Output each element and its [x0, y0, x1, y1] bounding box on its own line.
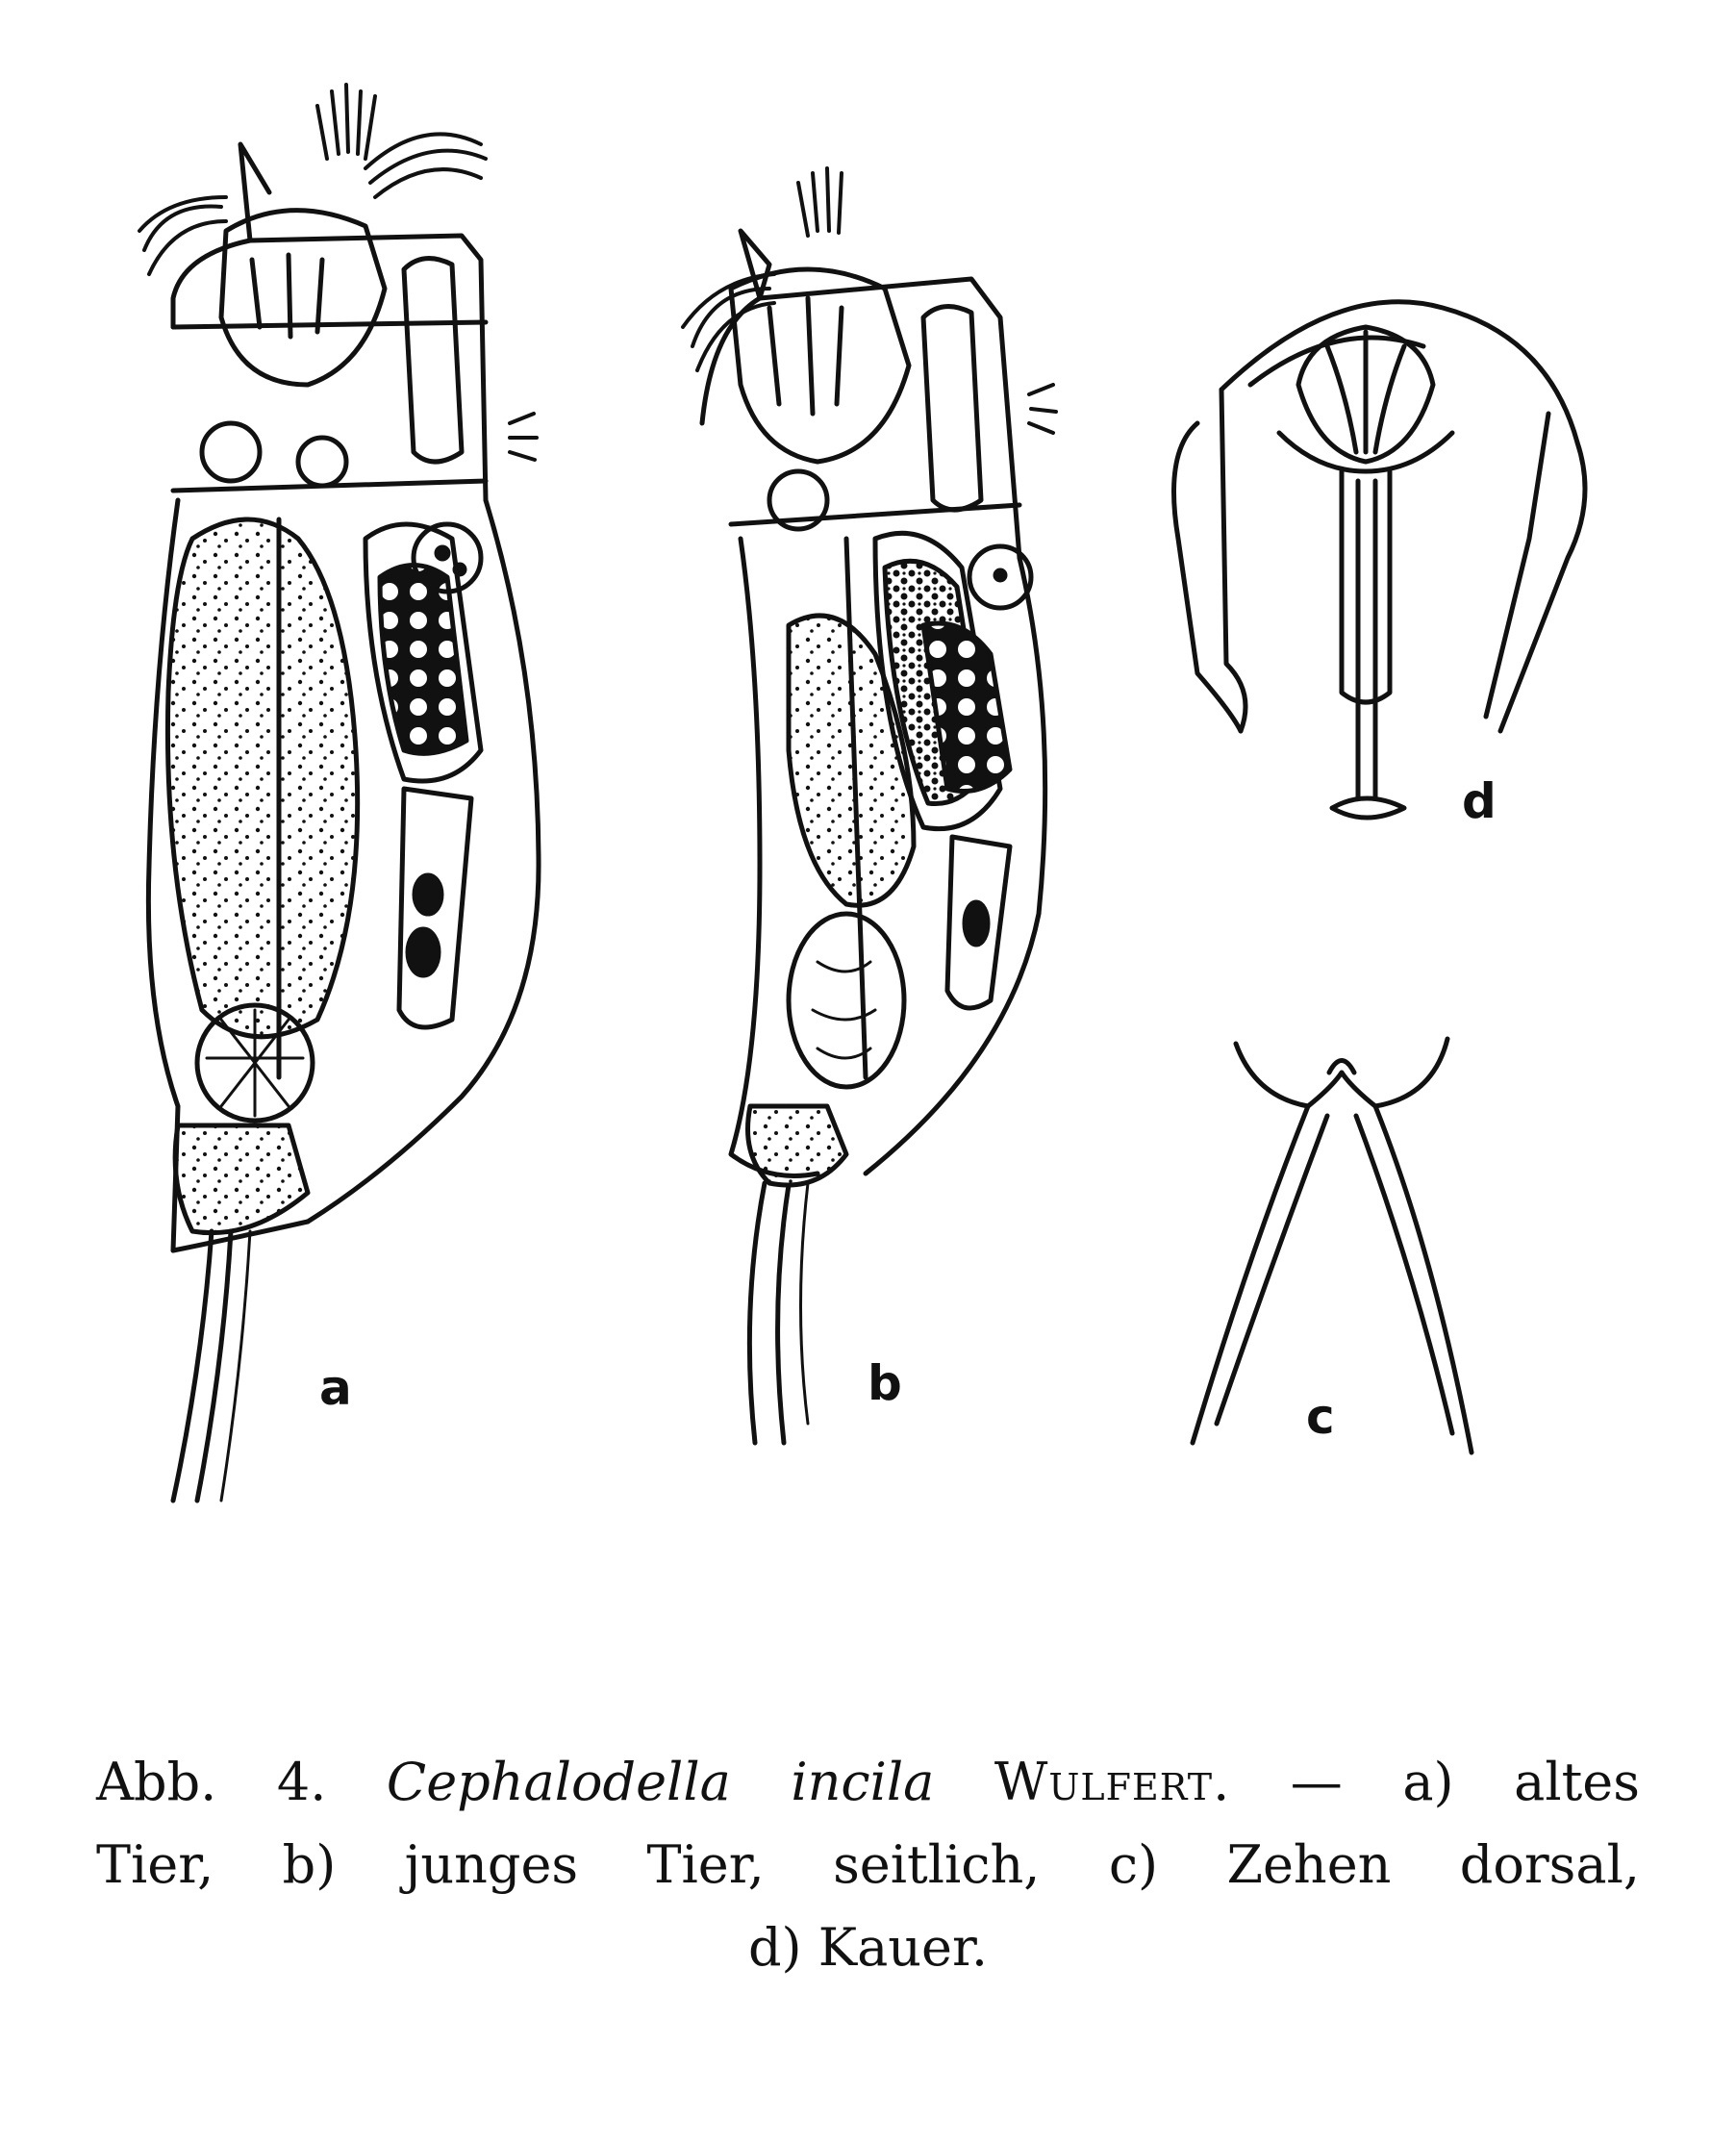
panel-b-label: b: [868, 1355, 902, 1411]
caption-line2-part-1: Tier,: [96, 1834, 214, 1895]
panel-c-label: c: [1306, 1389, 1335, 1445]
caption-species: Cephalodella incila: [386, 1752, 935, 1812]
panel-b-drawing: [683, 168, 1056, 1443]
panel-a-drawing: [139, 85, 539, 1501]
figure-caption: [96, 1741, 1640, 1989]
caption-author: Wulfert.: [994, 1752, 1231, 1812]
caption-prefix: Abb. 4.: [96, 1752, 327, 1812]
caption-dash: —: [1290, 1752, 1343, 1812]
panel-d-label: d: [1462, 773, 1497, 829]
caption-line1-rest: a) altes: [1402, 1752, 1640, 1812]
caption-line2-part-3: c) Zehen dorsal,: [1108, 1834, 1641, 1895]
caption-line2-part-2: b) junges Tier, seitlich,: [282, 1834, 1041, 1895]
panel-d-drawing: [1174, 302, 1586, 818]
panel-a-label: a: [319, 1360, 352, 1416]
caption-line-3: d) Kauer.: [747, 1917, 989, 1978]
caption-line-2: [96, 1824, 1640, 1906]
caption-line-1: [96, 1741, 1640, 1824]
